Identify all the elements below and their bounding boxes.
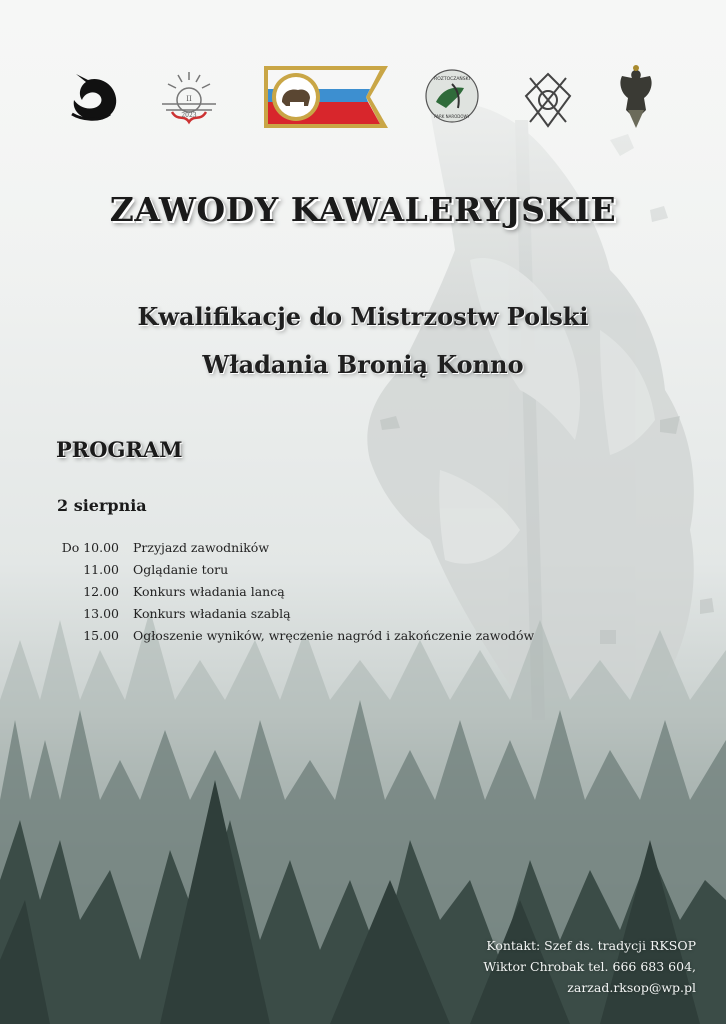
regiment-badge-logo xyxy=(158,70,220,126)
contact-line-2: Wiktor Chrobak tel. 666 683 604, xyxy=(483,959,696,974)
horse-head-logo xyxy=(66,70,122,124)
svg-text:ROZTOCZAŃSKI: ROZTOCZAŃSKI xyxy=(434,77,470,82)
crossed-sabres-badge-logo xyxy=(522,70,574,130)
page-title: ZAWODY KAWALERYJSKIE xyxy=(109,190,617,229)
schedule-time: Do 10.00 xyxy=(61,540,119,555)
subtitle-line-2: Władania Bronią Konno xyxy=(202,350,524,379)
schedule-time: 13.00 xyxy=(83,606,119,621)
schedule-activity: Oglądanie toru xyxy=(133,562,229,577)
schedule-activity: Konkurs władania lancą xyxy=(133,584,285,599)
program-heading: PROGRAM xyxy=(56,437,183,462)
contact-block xyxy=(483,935,696,998)
svg-text:2023: 2023 xyxy=(181,112,197,119)
program-date: 2 sierpnia xyxy=(57,496,147,515)
subtitle-line-1: Kwalifikacje do Mistrzostw Polski xyxy=(137,302,589,331)
svg-text:II: II xyxy=(186,95,192,103)
national-park-logo xyxy=(424,68,480,124)
schedule-activity: Ogłoszenie wyników, wręczenie nagród i zakończenie zawodów xyxy=(133,628,535,643)
pennant-bison-logo xyxy=(262,64,390,130)
schedule-time: 11.00 xyxy=(83,562,119,577)
svg-text:PARK NARODOWY: PARK NARODOWY xyxy=(434,114,470,119)
contact-email: zarzad.rksop@wp.pl xyxy=(567,980,696,995)
schedule-activity: Konkurs władania szablą xyxy=(133,606,291,621)
schedule-time: 12.00 xyxy=(83,584,119,599)
contact-line-1: Kontakt: Szef ds. tradycji RKSOP xyxy=(486,938,696,953)
schedule-time: 15.00 xyxy=(83,628,119,643)
schedule-activity: Przyjazd zawodników xyxy=(133,540,270,555)
eagle-emblem-logo xyxy=(612,64,660,132)
